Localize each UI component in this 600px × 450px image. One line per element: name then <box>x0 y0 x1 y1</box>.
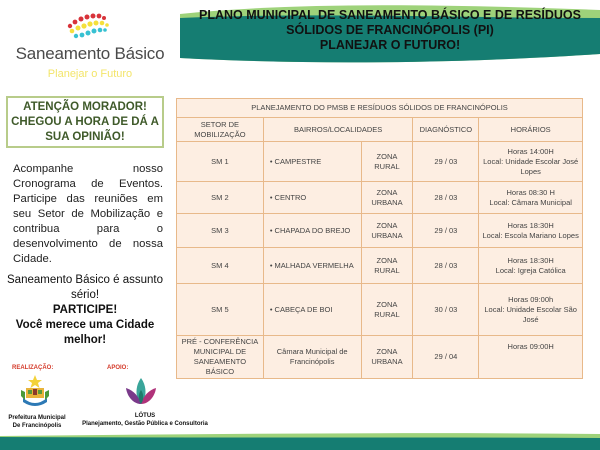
lotus-logo-icon <box>125 376 157 406</box>
cell-zona: ZONA RURAL <box>361 284 413 336</box>
cell-data: 29 / 04 <box>413 336 479 379</box>
slogan-line-2: PARTICIPE! <box>52 304 118 316</box>
table-row <box>177 214 583 248</box>
intro-paragraph: Acompanhe nosso Cronograma de Eventos. Participe das reuniões em seu Setor de Mobilização e contribua para o desenvolvimento de nossa Cidade. <box>13 163 163 265</box>
cell-setor: SM 3 <box>177 214 264 248</box>
attention-line-1: ATENÇÃO MORADOR! <box>23 101 147 113</box>
table-title-row <box>177 99 583 118</box>
cell-data: 28 / 03 <box>413 248 479 284</box>
header-horarios: HORÁRIOS <box>479 118 583 142</box>
cell-bairro: • CAMPESTRE <box>263 142 361 182</box>
header-banner <box>180 0 600 66</box>
cell-bairro: • MALHADA VERMELHA <box>263 248 361 284</box>
logo-subtitle: Planejar o Futuro <box>47 68 133 80</box>
cell-horario: Horas 08:30 H Local: Câmara Municipal <box>479 182 583 214</box>
table-row <box>177 336 583 379</box>
cell-setor: SM 5 <box>177 284 264 336</box>
table-row <box>177 248 583 284</box>
cell-zona: ZONA RURAL <box>361 248 413 284</box>
table-row <box>177 142 583 182</box>
cell-setor: SM 1 <box>177 142 264 182</box>
header-setor: SETOR DE MOBILIZAÇÃO <box>177 118 264 142</box>
prefeitura-caption: Prefeitura Municipal De Francinópolis <box>8 415 66 429</box>
cell-setor: PRÉ - CONFERÊNCIA MUNICIPAL DE SANEAMENTO BÁSICO <box>177 336 264 379</box>
lotus-caption: LÓTUS Planejamento, Gestão Pública e Consultoria <box>82 413 208 427</box>
cell-bairro: Câmara Municipal de Francinópolis <box>263 336 361 379</box>
cell-data: 29 / 03 <box>413 214 479 248</box>
cell-data: 29 / 03 <box>413 142 479 182</box>
cell-setor: SM 2 <box>177 182 264 214</box>
cell-bairro: • CABEÇA DE BOI <box>263 284 361 336</box>
realizacao-label: REALIZAÇÃO: <box>12 365 54 371</box>
cell-horario: Horas 18:30H Local: Igreja Católica <box>479 248 583 284</box>
header-bairros: BAIRROS/LOCALIDADES <box>263 118 413 142</box>
banner-line-1: PLANO MUNICIPAL DE SANEAMENTO BÁSICO E DE RESÍDUOS <box>199 8 581 22</box>
slogan <box>5 273 165 348</box>
cell-data: 28 / 03 <box>413 182 479 214</box>
logo <box>0 0 180 88</box>
cell-horario: Horas 09:00H <box>479 336 583 379</box>
attention-line-2: CHEGOU A HORA DE DÁ A <box>11 116 159 128</box>
attention-box <box>6 96 164 148</box>
prefeitura-crest-icon <box>20 374 50 410</box>
banner-line-3: PLANEJAR O FUTURO! <box>319 38 461 52</box>
attention-line-3: SUA OPINIÃO! <box>45 131 125 143</box>
cell-setor: SM 4 <box>177 248 264 284</box>
banner-line-2: SÓLIDOS DE FRANCINÓPOLIS (PI) <box>286 23 494 37</box>
cell-zona: ZONA URBANA <box>361 182 413 214</box>
apoio-label: APOIO: <box>107 365 129 371</box>
cell-data: 30 / 03 <box>413 284 479 336</box>
table-header-row <box>177 118 583 142</box>
table-row <box>177 182 583 214</box>
logo-dots-icon <box>62 8 112 42</box>
logo-title: Saneamento Básico <box>15 44 165 63</box>
cell-horario: Horas 09:00h Local: Unidade Escolar São José <box>479 284 583 336</box>
cell-horario: Horas 18:30H Local: Escola Mariano Lopes <box>479 214 583 248</box>
schedule-table <box>176 98 583 379</box>
cell-bairro: • CENTRO <box>263 182 361 214</box>
cell-bairro: • CHAPADA DO BREJO <box>263 214 361 248</box>
header-diagnostico: DIAGNÓSTICO <box>413 118 479 142</box>
table-title: PLANEJAMENTO DO PMSB E RESÍDUOS SÓLIDOS DE FRANCINÓPOLIS <box>177 99 583 118</box>
cell-zona: ZONA URBANA <box>361 336 413 379</box>
footer-wave-icon <box>0 432 600 450</box>
cell-zona: ZONA RURAL <box>361 142 413 182</box>
cell-zona: ZONA URBANA <box>361 214 413 248</box>
slogan-line-1: Saneamento Básico é assunto sério! <box>7 274 163 301</box>
slogan-line-3: Você merece uma Cidade melhor! <box>15 319 155 346</box>
cell-horario: Horas 14:00H Local: Unidade Escolar José Lopes <box>479 142 583 182</box>
table-row <box>177 284 583 336</box>
